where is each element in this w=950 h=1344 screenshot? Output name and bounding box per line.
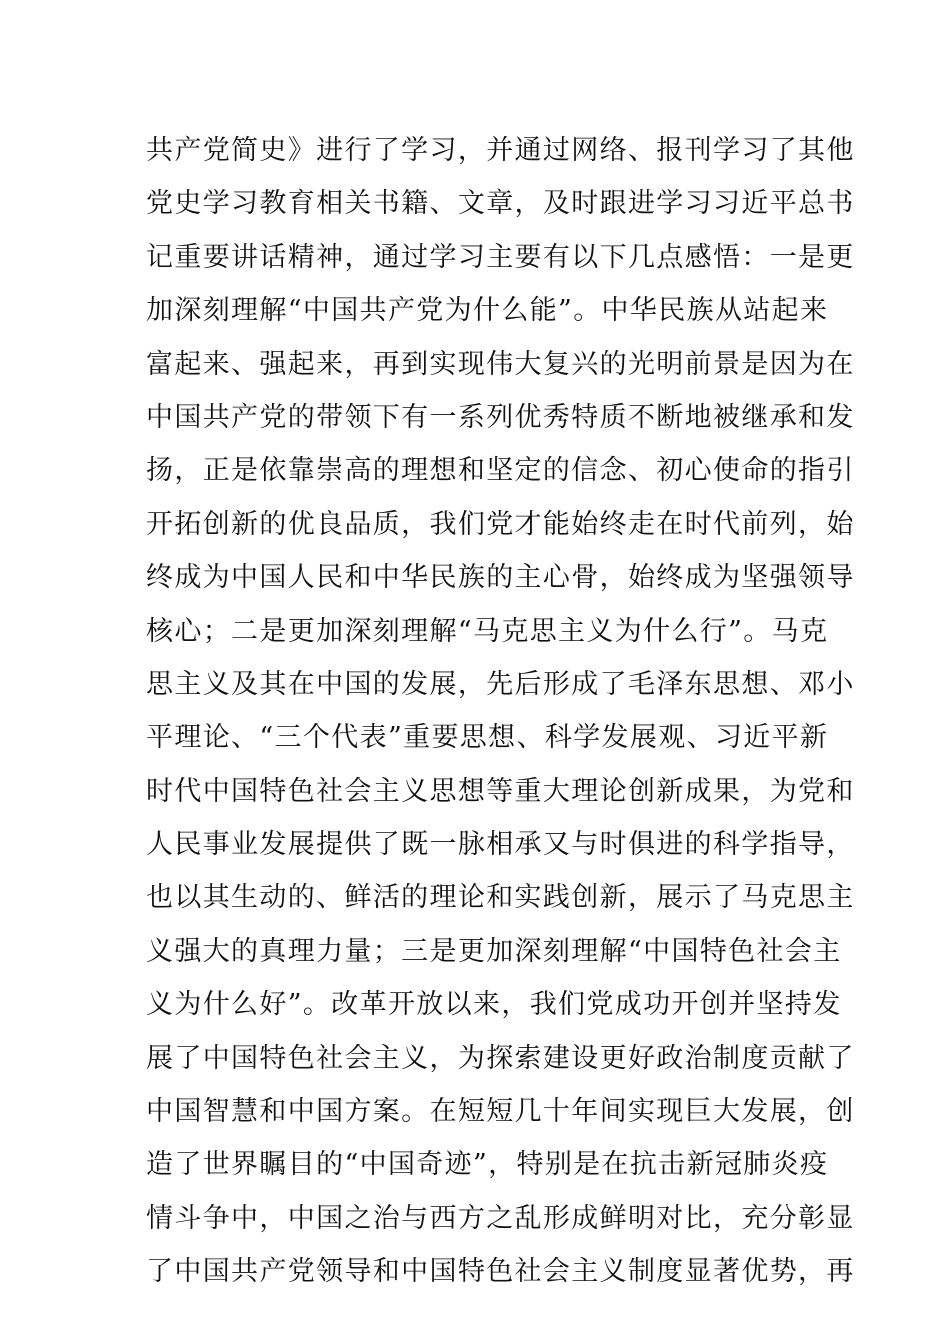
text-line: 平理论、“三个代表”重要思想、科学发展观、习近平新 <box>146 722 829 754</box>
text-line: 了中国共产党领导和中国特色社会主义制度显著优势，再 <box>146 1256 855 1288</box>
text-line: 富起来、强起来，再到实现伟大复兴的光明前景是因为在 <box>146 348 855 380</box>
text-line: 开拓创新的优良品质，我们党才能始终走在时代前列，始 <box>146 508 855 540</box>
text-line: 扬，正是依靠崇高的理想和坚定的信念、初心使命的指引 <box>146 455 855 487</box>
text-line: 核心；二是更加深刻理解“马克思主义为什么行”。马克 <box>146 615 829 647</box>
body-paragraph <box>146 124 855 1299</box>
text-line: 人民事业发展提供了既一脉相承又与时俱进的科学指导， <box>146 829 855 861</box>
text-line: 党史学习教育相关书籍、文章，及时跟进学习习近平总书 <box>146 188 855 220</box>
text-line: 终成为中国人民和中华民族的主心骨，始终成为坚强领导 <box>146 562 855 594</box>
text-line: 中国共产党的带领下有一系列优秀特质不断地被继承和发 <box>146 401 855 433</box>
text-line: 义为什么好”。改革开放以来，我们党成功开创并坚持发 <box>146 989 842 1021</box>
text-line: 义强大的真理力量；三是更加深刻理解“中国特色社会主 <box>146 935 842 967</box>
text-line: 情斗争中，中国之治与西方之乱形成鲜明对比，充分彰显 <box>146 1202 855 1234</box>
text-line: 思主义及其在中国的发展，先后形成了毛泽东思想、邓小 <box>146 668 855 700</box>
text-line: 共产党简史》进行了学习，并通过网络、报刊学习了其他 <box>146 135 855 166</box>
text-line: 加深刻理解“中国共产党为什么能”。中华民族从站起来 <box>146 295 829 327</box>
text-line: 记重要讲话精神，通过学习主要有以下几点感悟：一是更 <box>146 241 855 273</box>
text-line: 中国智慧和中国方案。在短短几十年间实现巨大发展，创 <box>146 1096 855 1128</box>
text-line: 也以其生动的、鲜活的理论和实践创新，展示了马克思主 <box>146 882 855 914</box>
text-line: 展了中国特色社会主义，为探索建设更好政治制度贡献了 <box>146 1042 855 1074</box>
text-line: 造了世界瞩目的“中国奇迹”，特别是在抗击新冠肺炎疫 <box>146 1149 829 1181</box>
text-line: 时代中国特色社会主义思想等重大理论创新成果，为党和 <box>146 775 855 807</box>
